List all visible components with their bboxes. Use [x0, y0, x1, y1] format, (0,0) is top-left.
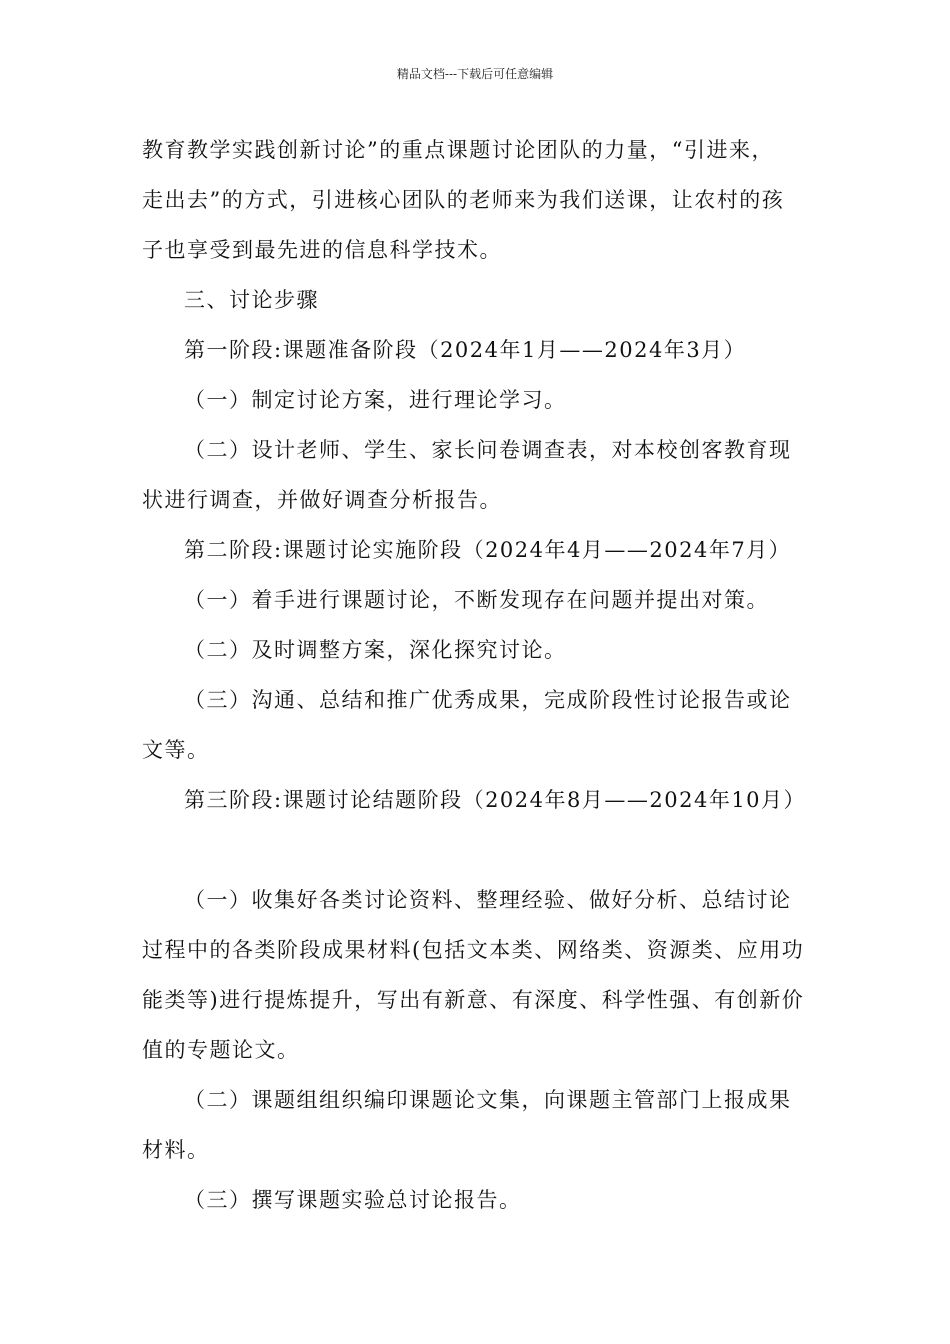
list-item: （一）收集好各类讨论资料、整理经验、做好分析、总结讨论	[184, 888, 792, 912]
list-item: （二）课题组组织编印课题论文集，向课题主管部门上报成果	[184, 1088, 792, 1112]
paragraph-line: 文等。	[142, 738, 210, 762]
stage-heading-1: 第一阶段:课题准备阶段（2024年1月——2024年3月）	[184, 338, 747, 362]
section-heading: 三、讨论步骤	[184, 288, 319, 312]
list-item: （一）着手进行课题讨论，不断发现存在问题并提出对策。	[184, 588, 769, 612]
list-item: （二）设计老师、学生、家长问卷调查表，对本校创客教育现	[184, 438, 792, 462]
paragraph-line: 值的专题论文。	[142, 1038, 300, 1062]
paragraph-line: 能类等)进行提炼提升，写出有新意、有深度、科学性强、有创新价	[142, 988, 805, 1012]
paragraph-line: 材料。	[142, 1138, 210, 1162]
list-item: （三）沟通、总结和推广优秀成果，完成阶段性讨论报告或论	[184, 688, 792, 712]
stage-heading-2: 第二阶段:课题讨论实施阶段（2024年4月——2024年7月）	[184, 538, 792, 562]
paragraph-line: 走出去”的方式，引进核心团队的老师来为我们送课，让农村的孩	[142, 188, 785, 212]
page-header: 精品文档---下载后可任意编辑	[396, 67, 554, 81]
list-item: （二）及时调整方案，深化探究讨论。	[184, 638, 567, 662]
paragraph-line: 状进行调查，并做好调查分析报告。	[142, 488, 502, 512]
list-item: （一）制定讨论方案，进行理论学习。	[184, 388, 567, 412]
list-item: （三）撰写课题实验总讨论报告。	[184, 1188, 522, 1212]
paragraph-line: 过程中的各类阶段成果材料(包括文本类、网络类、资源类、应用功	[142, 938, 805, 962]
paragraph-line: 教育教学实践创新讨论”的重点课题讨论团队的力量，“引进来，	[142, 138, 774, 162]
paragraph-line: 子也享受到最先进的信息科学技术。	[142, 238, 502, 262]
stage-heading-3: 第三阶段:课题讨论结题阶段（2024年8月——2024年10月）	[184, 788, 807, 812]
